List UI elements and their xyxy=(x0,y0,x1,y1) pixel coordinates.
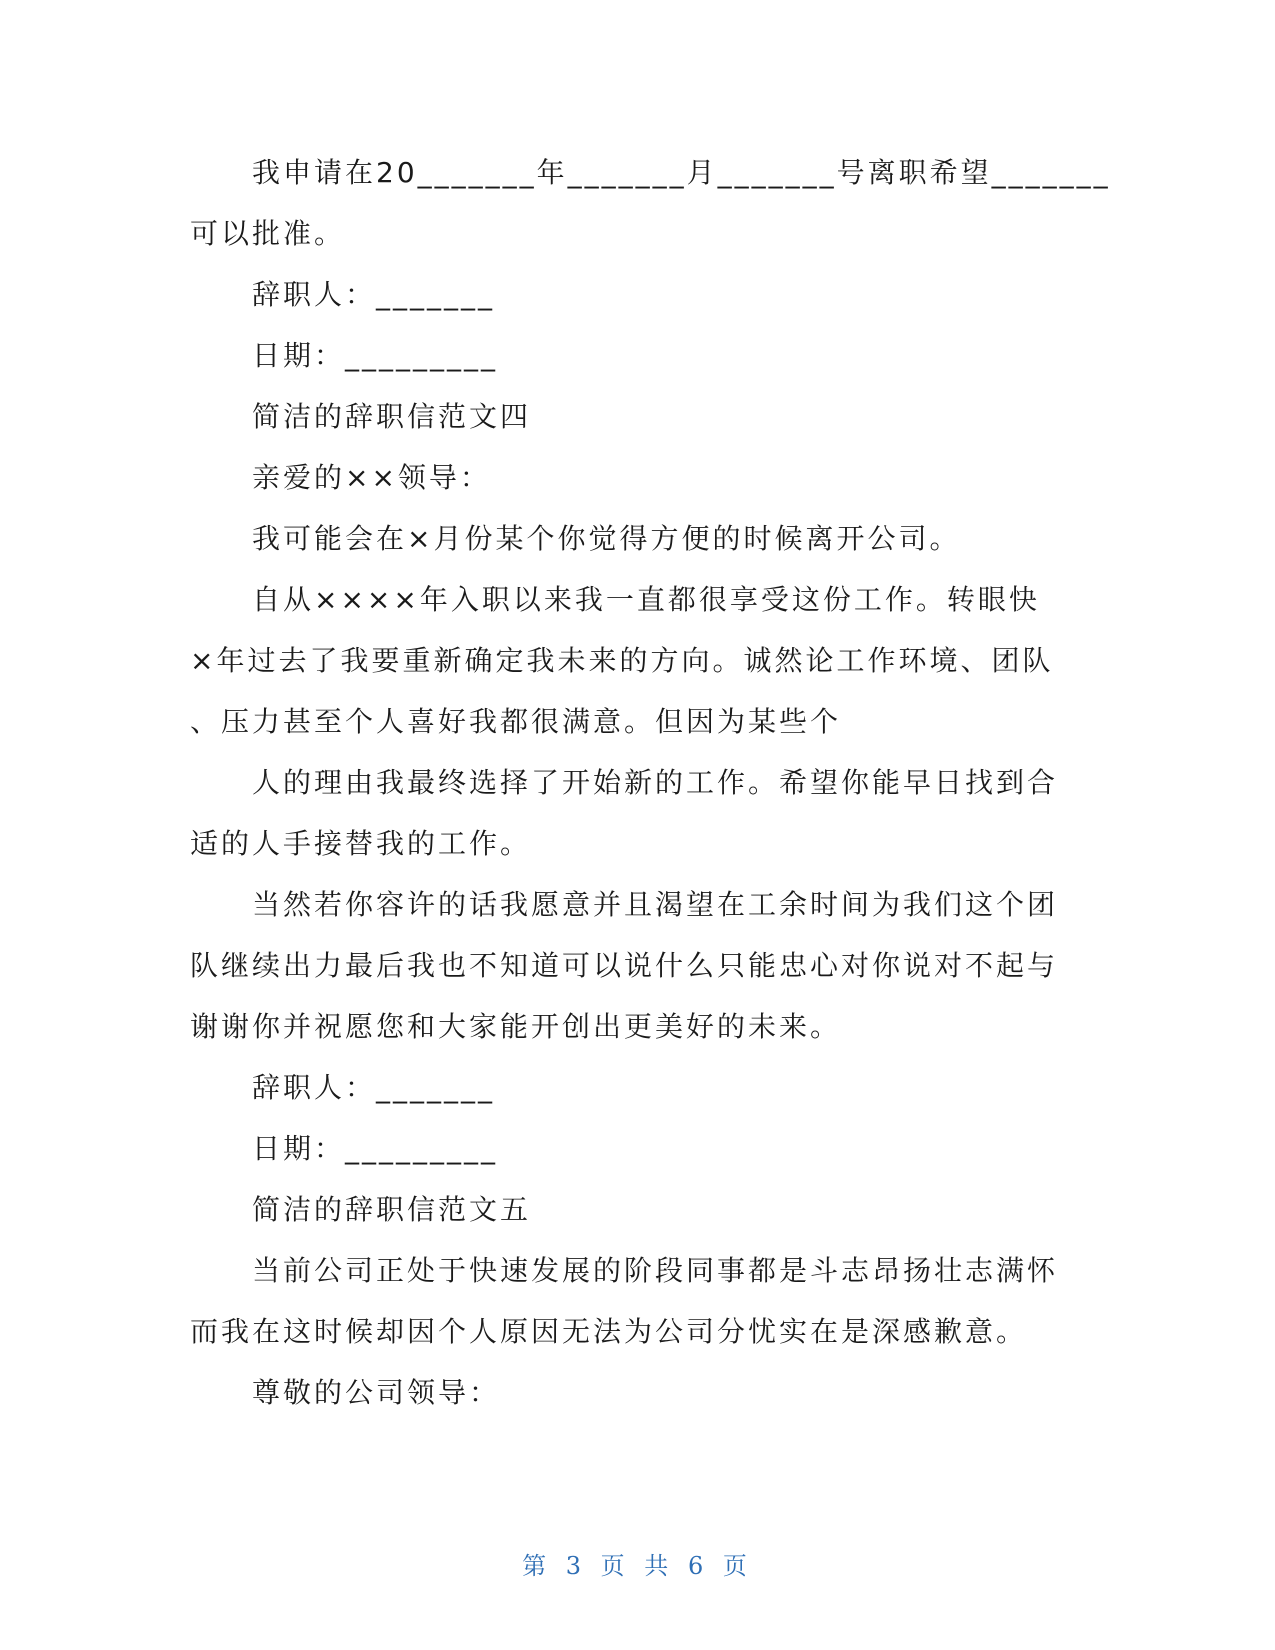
section-heading: 简洁的辞职信范文五 xyxy=(252,1193,532,1226)
paragraph-line: 我申请在20_______年_______月_______号离职希望_______ xyxy=(252,156,1111,189)
salutation-line: 亲爱的××领导： xyxy=(252,461,491,494)
paragraph-line: 自从××××年入职以来我一直都很享受这份工作。转眼快 xyxy=(252,583,1040,616)
paragraph-line: 队继续出力最后我也不知道可以说什么只能忠心对你说对不起与 xyxy=(190,949,1059,982)
paragraph-line: 我可能会在×月份某个你觉得方便的时候离开公司。 xyxy=(252,522,961,555)
paragraph-line: 而我在这时候却因个人原因无法为公司分忧实在是深感歉意。 xyxy=(190,1315,1028,1348)
page-number-footer: 第 3 页 共 6 页 xyxy=(522,1552,753,1580)
date-line: 日期：_________ xyxy=(252,1132,499,1165)
document-body xyxy=(190,142,1111,1423)
paragraph-line: 当然若你容许的话我愿意并且渴望在工余时间为我们这个团 xyxy=(252,888,1059,921)
paragraph-line: 可以批准。 xyxy=(190,217,346,250)
paragraph-line: 人的理由我最终选择了开始新的工作。希望你能早日找到合 xyxy=(252,766,1059,799)
paragraph-line: 适的人手接替我的工作。 xyxy=(190,827,532,860)
section-heading: 简洁的辞职信范文四 xyxy=(252,400,532,433)
paragraph-line: 、压力甚至个人喜好我都很满意。但因为某些个 xyxy=(190,705,842,738)
signature-line: 辞职人：_______ xyxy=(252,278,496,311)
paragraph-line: 谢谢你并祝愿您和大家能开创出更美好的未来。 xyxy=(190,1010,842,1043)
date-line: 日期：_________ xyxy=(252,339,499,372)
paragraph-line: ×年过去了我要重新确定我未来的方向。诚然论工作环境、团队 xyxy=(190,644,1054,677)
salutation-line: 尊敬的公司领导： xyxy=(252,1376,501,1409)
paragraph-line: 当前公司正处于快速发展的阶段同事都是斗志昂扬壮志满怀 xyxy=(252,1254,1059,1287)
signature-line: 辞职人：_______ xyxy=(252,1071,496,1104)
